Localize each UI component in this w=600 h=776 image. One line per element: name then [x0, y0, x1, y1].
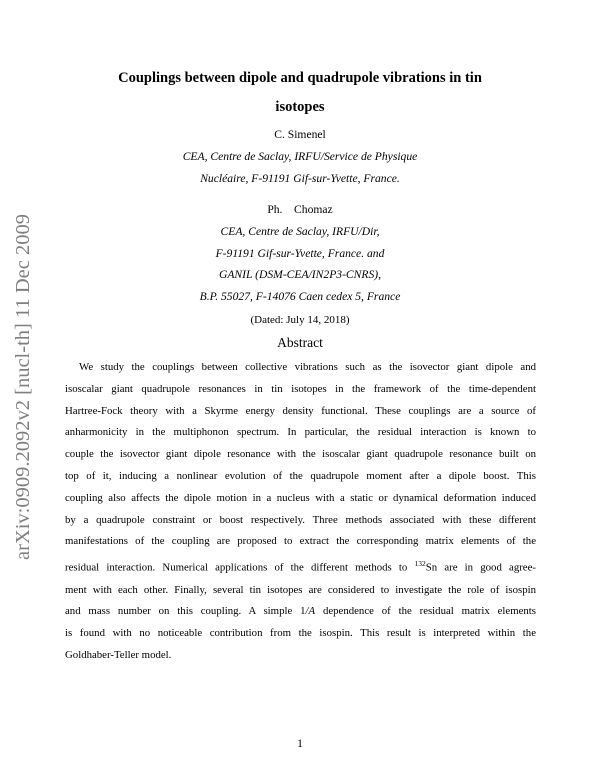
abstract-text: residual interaction. Numerical applications of the different methods to: [65, 561, 415, 574]
abstract-text: dependence of the residual matrix elements: [315, 605, 536, 618]
abstract-line: by a quadrupole constraint or boost respectively. Three methods associated with these different: [65, 513, 536, 526]
abstract-heading: Abstract: [277, 335, 323, 350]
affiliation-line: F-91191 Gif-sur-Yvette, France. and: [215, 246, 385, 260]
abstract-line: is found with no noticeable contribution from the isospin. This result is interpreted within the: [65, 627, 536, 640]
abstract-text: and mass number on this coupling. A simple 1: [65, 605, 306, 618]
paper-title: [60, 64, 540, 122]
abstract-line: couple the isovector giant dipole resonance with the isoscalar giant quadrupole resonance built on: [65, 448, 536, 461]
abstract-line: Hartree-Fock theory with a Skyrme energy density functional. These couplings are a source of: [65, 404, 536, 417]
abstract-text: Sn are in good agree-: [425, 561, 536, 574]
page-number: 1: [297, 736, 303, 750]
affiliation-line: Nucléaire, F-91191 Gif-sur-Yvette, France.: [200, 171, 400, 185]
abstract-line: isoscalar giant quadrupole resonances in tin isotopes in the framework of the time-dependent: [65, 382, 536, 395]
author-affiliation-1: [60, 146, 540, 189]
abstract-body: [65, 357, 536, 667]
affiliation-line: B.P. 55027, F-14076 Caen cedex 5, France: [199, 290, 401, 304]
math-fraction: /A: [305, 605, 316, 618]
abstract-line: coupling also affects the dipole motion in a nucleus with a static or dynamical deformation induced: [65, 491, 536, 504]
abstract-line: manifestations of the coupling are proposed to extract the corresponding matrix elements of the: [65, 535, 536, 548]
mass-number-superscript: 132: [414, 559, 426, 569]
author-name-1: C. Simenel: [274, 128, 326, 141]
affiliation-line: CEA, Centre de Saclay, IRFU/Dir,: [220, 225, 380, 238]
abstract-line: ment with each other. Finally, several tin isotopes are considered to investigate the role of isospin: [65, 583, 536, 596]
abstract-line: top of it, inducing a nonlinear evolution of the quadrupole moment after a dipole boost. This: [65, 469, 536, 482]
paper-title-line-1: Couplings between dipole and quadrupole vibrations in tin: [118, 70, 482, 86]
author-name-2: Ph. Chomaz: [267, 203, 333, 216]
abstract-line: [65, 601, 536, 623]
abstract-line: [65, 553, 536, 579]
abstract-line: Goldhaber-Teller model.: [65, 648, 172, 661]
abstract-line: anharmonicity in the multiphonon spectrum. In particular, the residual interaction is known to: [65, 426, 536, 439]
author-affiliation-2: [60, 221, 540, 308]
affiliation-line: GANIL (DSM-CEA/IN2P3-CNRS),: [218, 268, 382, 282]
abstract-line: We study the couplings between collective vibrations such as the isovector giant dipole and: [79, 361, 536, 373]
affiliation-line: CEA, Centre de Saclay, IRFU/Service de Physique: [182, 150, 418, 163]
dated-line: (Dated: July 14, 2018): [250, 314, 350, 326]
paper-title-line-2: isotopes: [275, 99, 325, 115]
arxiv-identifier-stamp: arXiv:0909.2092v2 [nucl-th] 11 Dec 2009: [12, 214, 34, 560]
